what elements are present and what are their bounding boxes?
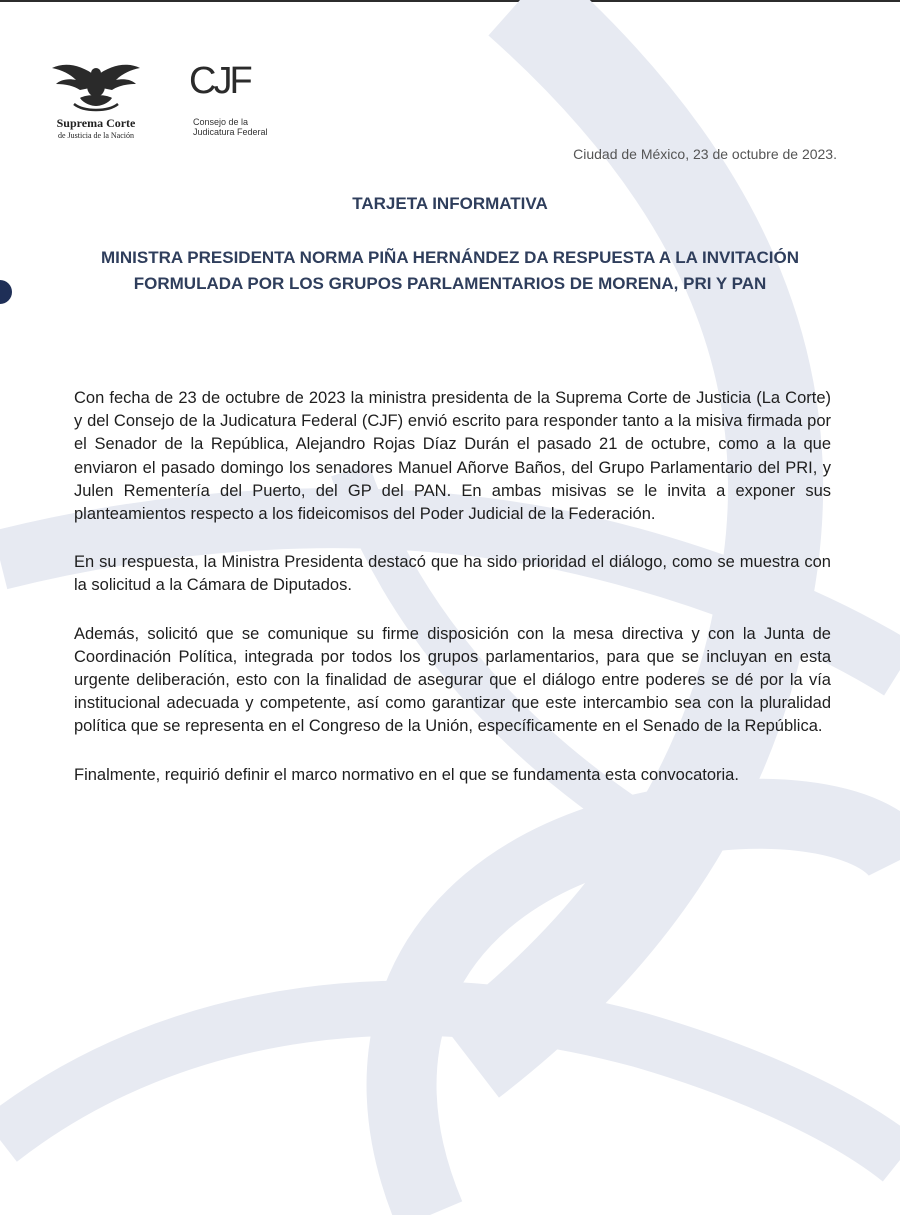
cjf-name-line1: Consejo de la bbox=[193, 117, 249, 127]
cjf-monogram: CJF bbox=[189, 60, 250, 102]
body-paragraph: Con fecha de 23 de octubre de 2023 la ministra presidenta de la Suprema Corte de Justicia (La Corte) y del Consejo de la Judicatura Federal (CJF) envió escrito para responder tanto a la misiva firmada por el Senador de la República, Alejandro Rojas Díaz Durán el pasado 21 de octubre, como a la que enviaron el pasado domingo los senadores Manuel Añorve Baños, del Grupo Parlamentario del PRI, y Julen Rementería del Puerto, del GP del PAN. En ambas misivas se le invita a exponer sus planteamientos respecto a los fideicomisos del Poder Judicial de la Federación. bbox=[74, 389, 831, 524]
document-type-label: TARJETA INFORMATIVA bbox=[352, 194, 548, 213]
document-body bbox=[74, 387, 831, 812]
body-paragraph: Finalmente, requirió definir el marco normativo en el que se fundamenta esta convocatoria. bbox=[74, 765, 739, 784]
cjf-logo bbox=[183, 62, 283, 148]
document-date: Ciudad de México, 23 de octubre de 2023. bbox=[573, 146, 837, 162]
body-paragraph: Además, solicitó que se comunique su firme disposición con la mesa directiva y con la Junta de Coordinación Política, integrada por todos los grupos parlamentarios, para que se incluyan en esta urgente deliberación, esto con la finalidad de asegurar que el diálogo entre poderes se dé por la vía institucional adecuada y competente, así como garantizar que este intercambio sea con la pluralidad política que se representa en el Congreso de la Unión, específicamente en el Senado de la República. bbox=[74, 624, 831, 736]
document-headline: MINISTRA PRESIDENTA NORMA PIÑA HERNÁNDEZ DA RESPUESTA A LA INVITACIÓN FORMULADA POR LOS GRUPOS PARLAMENTARIOS DE MORENA, PRI Y PAN bbox=[101, 248, 799, 293]
scjn-subtitle: de Justicia de la Nación bbox=[58, 131, 134, 140]
eagle-emblem-icon bbox=[50, 60, 142, 114]
body-paragraph: En su respuesta, la Ministra Presidenta destacó que ha sido prioridad el diálogo, como se muestra con la solicitud a la Cámara de Diputados. bbox=[74, 553, 831, 595]
scjn-name: Suprema Corte bbox=[56, 116, 136, 130]
cjf-name-line2: Judicatura Federal bbox=[193, 127, 268, 137]
scjn-logo bbox=[50, 60, 142, 146]
